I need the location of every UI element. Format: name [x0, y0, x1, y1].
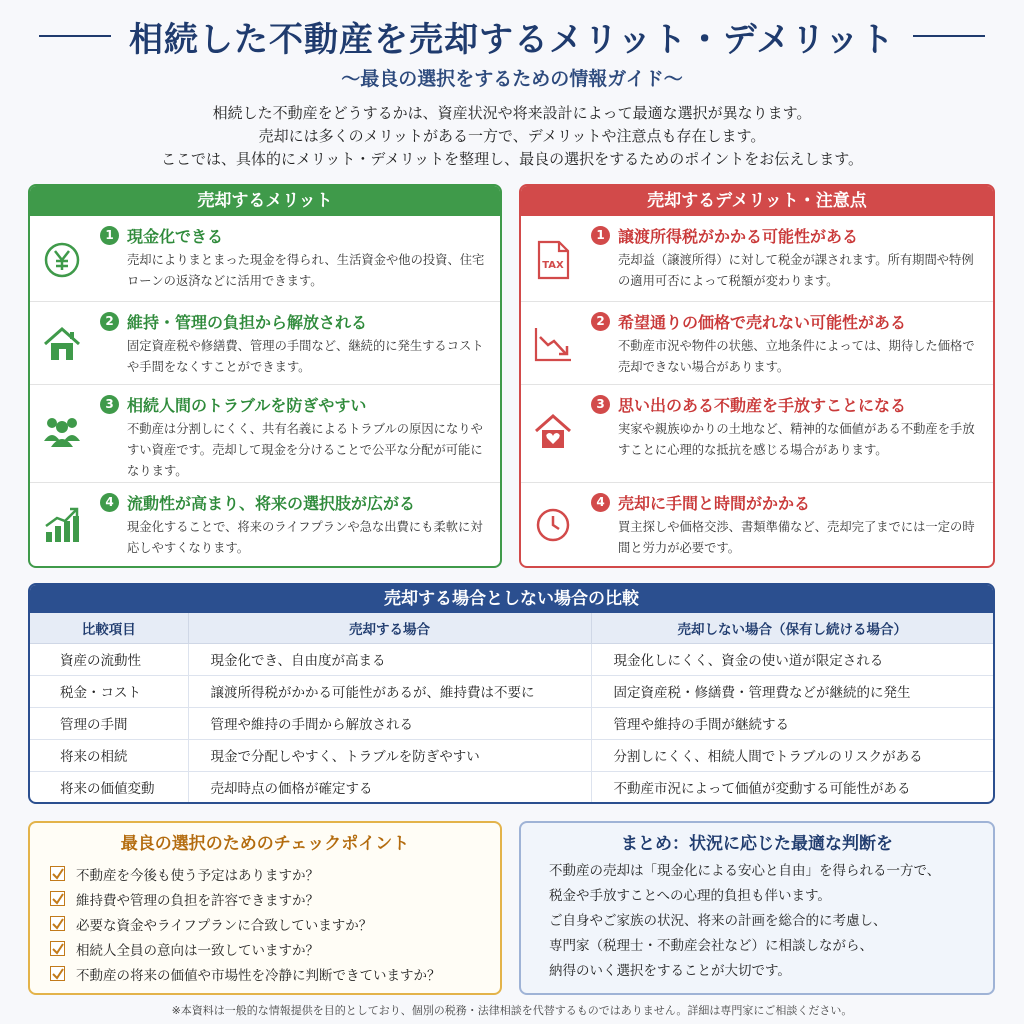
yen-icon [42, 240, 82, 280]
demerit-item [521, 385, 993, 483]
comparison-heading: 売却する場合としない場合の比較 [30, 585, 993, 613]
title-left-rule [39, 35, 111, 37]
column-header: 売却しない場合（保有し続ける場合） [591, 613, 993, 643]
item-title-text: 流動性が高まり、将来の選択肢が広がる [127, 494, 416, 513]
item-title-text: 思い出のある不動産を手放すことになる [618, 396, 907, 415]
table-row [30, 675, 993, 707]
disclaimer-footer: ※本資料は一般的な情報提供を目的としており、個別の税務・法律相談を代替するものではありません。詳細は専門家にご相談ください。 [171, 1004, 853, 1017]
house-icon [42, 324, 82, 364]
table-header-row [30, 613, 993, 643]
item-number: 3 [100, 395, 119, 414]
item-number: 1 [100, 226, 119, 245]
merit-item-title [100, 491, 415, 514]
merit-item-desc: 売却によりまとまった現金を得られ、生活資金や他の投資、住宅ローンの返済などに活用できます。 [127, 253, 485, 288]
tax-document-icon [533, 240, 573, 280]
demerit-item-title [591, 491, 810, 514]
table-cell: 将来の相続 [30, 739, 188, 771]
svg-text:TAX: TAX [542, 260, 564, 271]
merit-item [30, 385, 500, 483]
summary-heading: まとめ：状況に応じた最適な判断を [621, 834, 893, 854]
summary-text [549, 859, 940, 984]
title-row [0, 10, 1024, 62]
checklist-item [50, 961, 441, 986]
demerit-item [521, 483, 993, 566]
table-cell: 管理や維持の手間から解放される [188, 707, 591, 739]
merit-panel-heading: 売却するメリット [30, 186, 500, 216]
column-header: 売却する場合 [188, 613, 591, 643]
item-number: 1 [591, 226, 610, 245]
merit-item-title [100, 393, 366, 416]
merit-item-desc: 不動産は分割しにくく、共有名義によるトラブルの原因になりやすい資産です。売却して現金を分けることで公平な分配が可能になります。 [127, 422, 483, 478]
checkbox-checked-icon [50, 891, 65, 906]
people-icon [42, 411, 82, 451]
merit-item [30, 216, 500, 302]
checklist-item-text: 不動産の将来の価値や市場性を冷静に判断できていますか？ [76, 967, 441, 984]
demerit-item-title [591, 224, 858, 247]
growth-chart-icon [42, 505, 82, 545]
checklist-item [50, 886, 441, 911]
table-cell: 現金化でき、自由度が高まる [188, 643, 591, 675]
intro-line: 相続した不動産をどうするかは、資産状況や将来設計によって最適な選択が異なります。 [212, 104, 812, 122]
checkbox-checked-icon [50, 966, 65, 981]
item-number: 3 [591, 395, 610, 414]
page-subtitle: 〜最良の選択をするための情報ガイド〜 [341, 68, 683, 90]
demerit-item-desc: 不動産市況や物件の状態、立地条件によっては、期待した価格で売却できない場合があります。 [618, 339, 975, 374]
table-cell: 将来の価値変動 [30, 771, 188, 803]
demerit-item-title [591, 393, 906, 416]
checkbox-checked-icon [50, 916, 65, 931]
demerit-panel-heading: 売却するデメリット・注意点 [521, 186, 993, 216]
summary-line: 専門家（税理士・不動産会社など）に相談しながら、 [549, 938, 873, 954]
merit-item [30, 302, 500, 385]
table-row [30, 643, 993, 675]
checkbox-checked-icon [50, 941, 65, 956]
table-cell: 売却時点の価格が確定する [188, 771, 591, 803]
intro-line: 売却には多くのメリットがある一方で、デメリットや注意点も存在します。 [258, 127, 766, 145]
merit-item-title [100, 310, 367, 333]
merit-item [30, 483, 500, 566]
table-cell: 不動産市況によって価値が変動する可能性がある [613, 781, 911, 798]
demerit-item [521, 216, 993, 302]
merit-item-desc: 現金化することで、将来のライフプランや急な出費にも柔軟に対応しやすくなります。 [127, 520, 483, 555]
intro-line: ここでは、具体的にメリット・デメリットを整理し、最良の選択をするためのポイントをお伝えします。 [160, 150, 863, 168]
item-number: 4 [100, 493, 119, 512]
item-title-text: 相続人間のトラブルを防ぎやすい [127, 396, 367, 415]
comparison-section [28, 583, 995, 804]
heart-house-icon [533, 411, 573, 451]
table-cell: 現金化しにくく、資金の使い道が限定される [591, 643, 993, 675]
title-right-rule [913, 35, 985, 37]
table-row [30, 771, 993, 803]
item-title-text: 維持・管理の負担から解放される [127, 313, 368, 332]
checklist-heading: 最良の選択のためのチェックポイント [120, 834, 410, 854]
summary-line: 納得のいく選択をすることが大切です。 [549, 963, 791, 979]
summary-line: 税金や手放すことへの心理的負担も伴います。 [549, 888, 831, 904]
column-header: 比較項目 [30, 613, 188, 643]
decline-chart-icon [533, 324, 573, 364]
demerit-panel [519, 184, 995, 568]
item-number: 2 [591, 312, 610, 331]
table-cell: 譲渡所得税がかかる可能性があるが、維持費は不要に [188, 675, 591, 707]
summary-line: 不動産の売却は「現金化による安心と自由」を得られる一方で、 [549, 863, 941, 879]
table-cell: 固定資産税・修繕費・管理費などが継続的に発生 [591, 675, 993, 707]
demerit-item-desc: 売却益（譲渡所得）に対して税金が課されます。所有期間や特例の適用可否によって税額が変わります。 [618, 253, 974, 288]
item-title-text: 希望通りの価格で売れない可能性がある [618, 313, 907, 332]
page-title: 相続した不動産を売却するメリット・デメリット [129, 19, 895, 60]
item-number: 4 [591, 493, 610, 512]
intro-text [40, 102, 984, 171]
checklist-panel [28, 821, 502, 995]
table-row [30, 707, 993, 739]
demerit-item-desc: 買主探しや価格交渉、書類準備など、売却完了までには一定の時間と労力が必要です。 [618, 520, 975, 555]
checklist-item-text: 必要な資金やライフプランに合致していますか？ [76, 917, 373, 934]
merit-panel [28, 184, 502, 568]
summary-line: ご自身やご家族の状況、将来の計画を総合的に考慮し、 [549, 913, 887, 929]
demerit-item-desc: 実家や親族ゆかりの土地など、精神的な価値がある不動産を手放すことに心理的な抵抗を感じる場合があります。 [618, 422, 975, 457]
table-cell: 管理の手間 [30, 707, 188, 739]
item-title-text: 現金化できる [127, 227, 224, 246]
table-cell: 税金・コスト [30, 675, 188, 707]
checklist-item [50, 861, 441, 886]
checkbox-checked-icon [50, 866, 65, 881]
table-cell: 管理や維持の手間が継続する [591, 707, 993, 739]
checklist-item [50, 936, 441, 961]
table-cell: 資産の流動性 [30, 643, 188, 675]
checklist [50, 861, 441, 986]
item-title-text: 譲渡所得税がかかる可能性がある [618, 227, 859, 246]
checklist-item-text: 不動産を今後も使う予定はありますか？ [76, 867, 319, 884]
summary-panel [519, 821, 995, 995]
table-row [30, 739, 993, 771]
checklist-item-text: 相続人全員の意向は一致していますか？ [76, 942, 319, 959]
demerit-item [521, 302, 993, 385]
checklist-item-text: 維持費や管理の負担を許容できますか？ [76, 892, 319, 909]
clock-icon [533, 505, 573, 545]
table-cell: 現金で分配しやすく、トラブルを防ぎやすい [188, 739, 591, 771]
item-number: 2 [100, 312, 119, 331]
checklist-item [50, 911, 441, 936]
demerit-item-title [591, 310, 906, 333]
item-title-text: 売却に手間と時間がかかる [618, 494, 811, 513]
merit-item-title [100, 224, 223, 247]
table-cell: 分割しにくく、相続人間でトラブルのリスクがある [591, 739, 993, 771]
merit-item-desc: 固定資産税や修繕費、管理の手間など、継続的に発生するコストや手間をなくすことができます。 [127, 339, 484, 374]
comparison-table [30, 613, 993, 803]
